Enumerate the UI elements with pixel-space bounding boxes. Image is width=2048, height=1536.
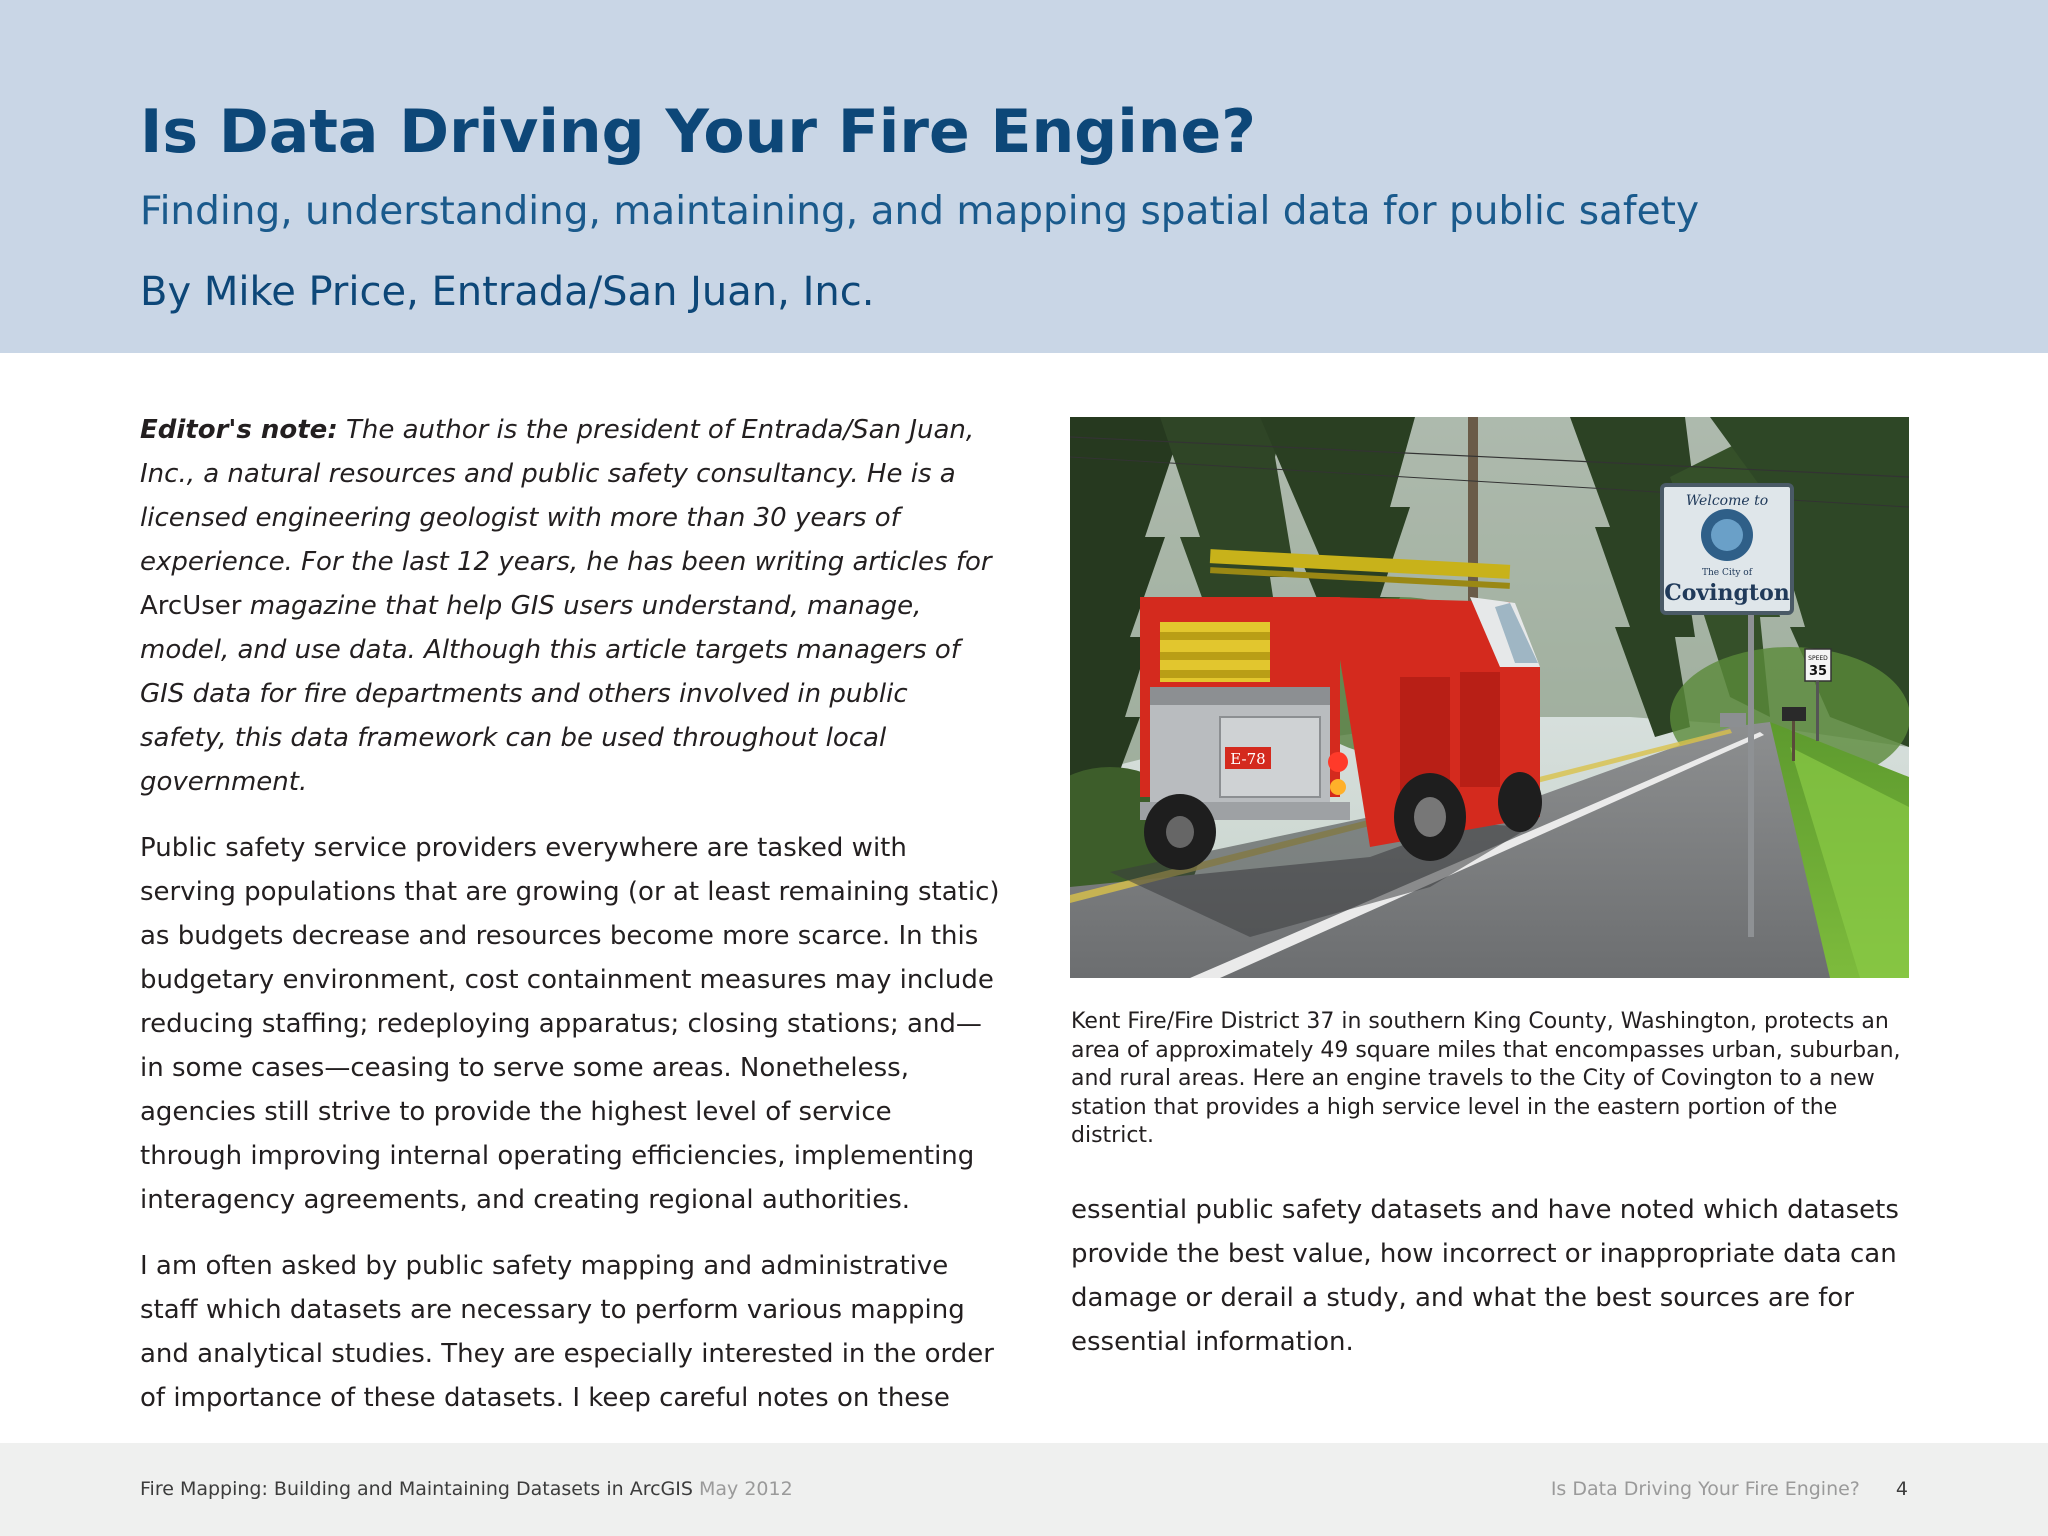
engine-number: E-78 [1230, 750, 1266, 768]
footer-publication-title: Fire Mapping: Building and Maintaining Datasets in ArcGIS [140, 1478, 693, 1500]
article-subtitle: Finding, understanding, maintaining, and mapping spatial data for public safety [140, 189, 1700, 234]
sign-small-text: The City of [1701, 568, 1753, 578]
footer-date: May 2012 [699, 1478, 793, 1500]
editors-note-text-2: magazine that help GIS users understand, manage, model, and use data. Although this article targets managers of GIS data for fire departments and others involved in public safety, this data framework can be used throughout local government. [140, 591, 960, 797]
publication-name: ArcUser [140, 591, 242, 621]
footer-band [0, 1443, 2048, 1536]
photo-caption: Kent Fire/Fire District 37 in southern King County, Washington, protects an area of approximately 49 square miles that encompasses urban, suburban, and rural areas. Here an engine travels to the City of Covington to a new station that provides a high service level in the eastern portion of the district. [1071, 1009, 1901, 1148]
fire-engine-photo [1070, 417, 1909, 978]
body-paragraph-1: Public safety service providers everywhere are tasked with serving populations that are growing (or at least remaining static) as budgets decrease and resources become more scarce. In this budgetary environment, cost containment measures may include reducing staffing; redeploying apparatus; closing stations; and—in some cases—ceasing to serve some areas. Nonetheless, agencies still strive to provide the highest level of service through improving internal operating efficiencies, implementing interagency agreements, and creating regional authorities. [140, 833, 1000, 1215]
welcome-sign [1662, 485, 1792, 613]
body-paragraph-2: I am often asked by public safety mapping and administrative staff which datasets are necessary to perform various mapping and analytical studies. They are especially interested in the order of importance of these datasets. I keep careful notes on these [140, 1251, 994, 1413]
footer-right [1551, 1478, 1908, 1500]
article-byline: By Mike Price, Entrada/San Juan, Inc. [140, 269, 875, 315]
speed-sign-value: 35 [1808, 664, 1828, 679]
footer-article-title: Is Data Driving Your Fire Engine? [1550, 1478, 1860, 1500]
page-number: 4 [1895, 1478, 1908, 1500]
footer-publication [140, 1478, 793, 1500]
speed-sign-label: SPEED [1808, 655, 1828, 662]
editors-note-label: Editor's note: [140, 415, 338, 445]
header-band [0, 0, 2048, 353]
editors-note [140, 408, 1000, 804]
sign-welcome-text: Welcome to [1685, 493, 1769, 509]
body-paragraph-2-continued: essential public safety datasets and have noted which datasets provide the best value, how incorrect or inappropriate data can damage or derail a study, and what the best sources are for essential information. [1071, 1195, 1899, 1357]
sign-city-text: Covington [1664, 580, 1790, 606]
left-column [140, 408, 1000, 1442]
editors-note-text-1: The author is the president of Entrada/San Juan, Inc., a natural resources and public safety consultancy. He is a licensed engineering geologist with more than 30 years of experience. For the last 12 years, he has been writing articles for [140, 415, 992, 577]
article-title: Is Data Driving Your Fire Engine? [140, 97, 1256, 167]
